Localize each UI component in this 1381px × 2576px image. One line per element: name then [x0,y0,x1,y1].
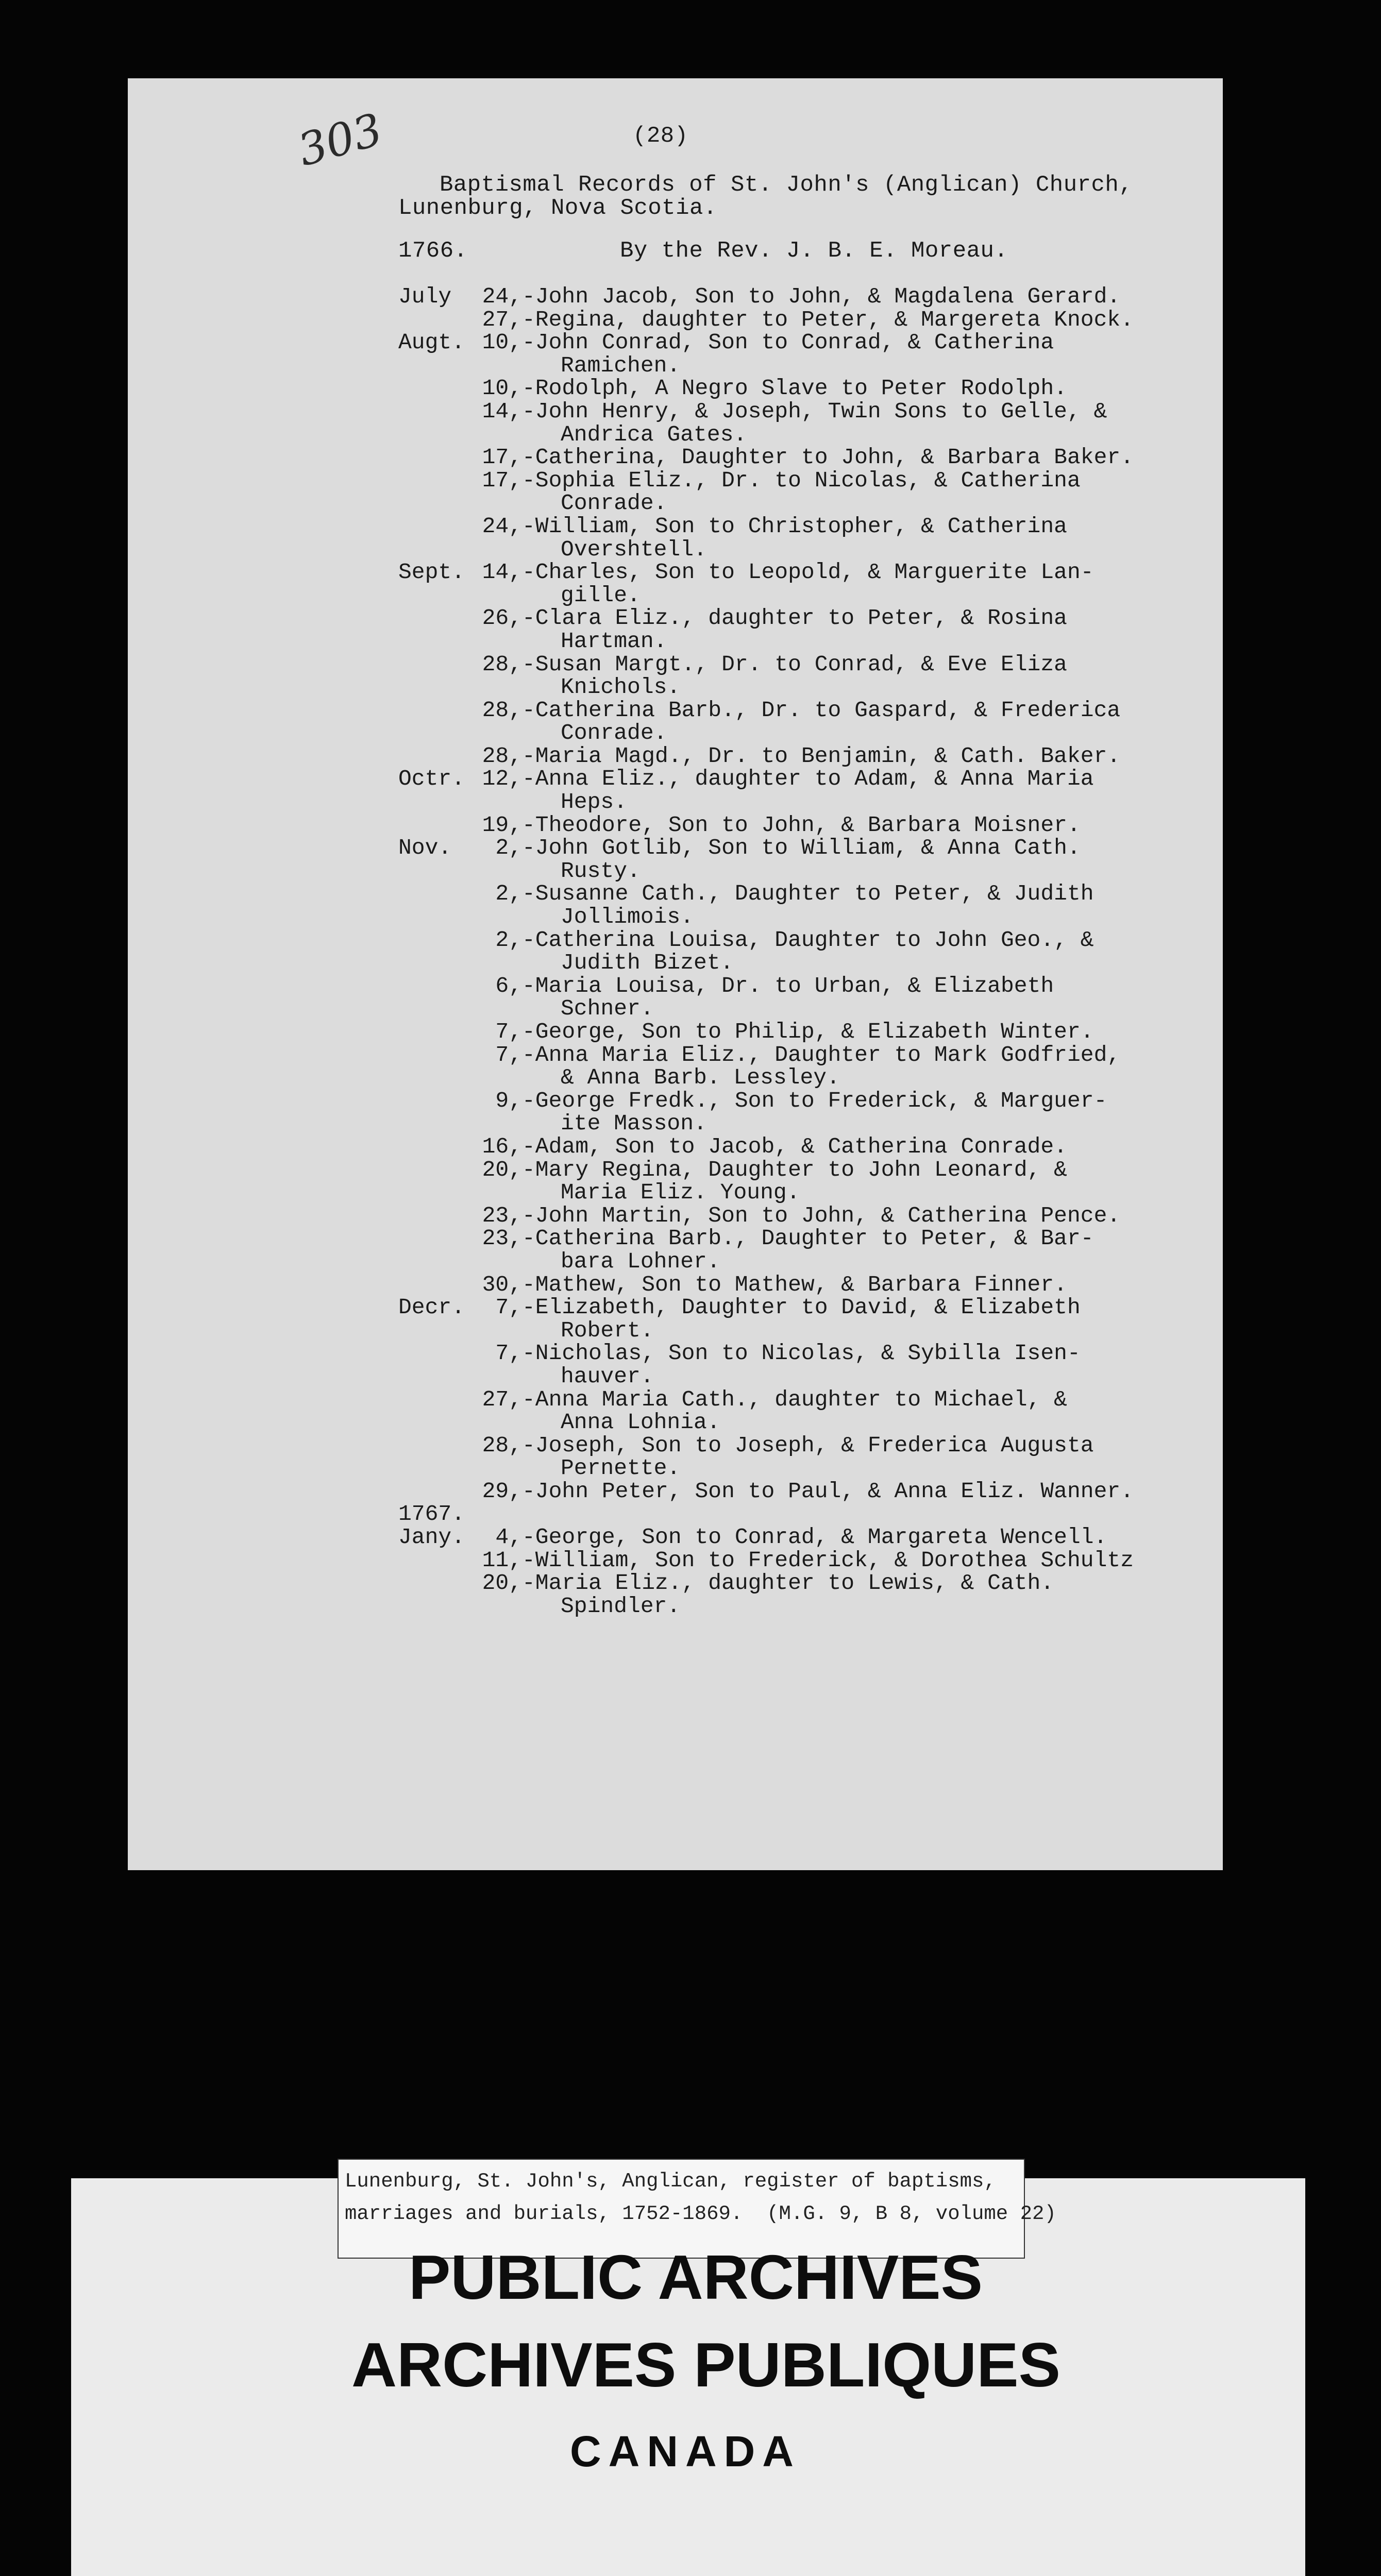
entry-text: Ramichen. [561,352,681,378]
entry-day: 19, [482,812,522,838]
entry-month [398,1480,481,1503]
entry-day: 7, [495,1295,522,1320]
list-item [398,768,1316,791]
list-item [398,1044,1316,1067]
entry-text: gille. [561,582,641,608]
entry-text: -Susanne Cath., Daughter to Peter, & Judith [522,881,1094,907]
entry-text: -Catherina, Daughter to John, & Barbara Baker. [522,445,1134,470]
entry-month: Sept. [398,560,465,585]
list-item [398,837,1316,860]
entry-day: 23, [482,1202,522,1228]
archives-english: PUBLIC ARCHIVES [409,2242,983,2312]
entry-month [398,377,481,400]
entry-text: & Anna Barb. Lessley. [561,1065,840,1091]
entry-continuation [398,492,1316,515]
entry-month [398,1342,481,1365]
list-item [398,1090,1316,1113]
list-item [398,1388,1316,1412]
entry-text: -Rodolph, A Negro Slave to Peter Rodolph. [522,376,1067,401]
entry-text: -George, Son to Philip, & Elizabeth Winter. [522,1019,1094,1044]
entry-day: 6, [495,973,522,998]
entry-text: Jollimois. [561,904,694,930]
entry-month: Nov. [398,835,452,861]
entry-month [398,1090,481,1113]
entry-text: -John Peter, Son to Paul, & Anna Eliz. Wanner. [522,1478,1134,1504]
list-item [398,975,1316,998]
entry-text: Anna Lohnia. [561,1410,720,1435]
entry-day: 12, [482,766,522,792]
list-item [398,745,1316,768]
list-item [398,814,1316,837]
entry-continuation [398,860,1316,883]
entry-text: Rusty. [561,858,641,884]
list-item [398,1274,1316,1297]
handwritten-folio-number: 303 [292,104,388,177]
entry-text: Robert. [561,1317,654,1343]
list-item [398,1227,1316,1250]
entry-continuation [398,1181,1316,1205]
entry-month [398,1021,481,1044]
entry-day: 30, [482,1272,522,1297]
entry-month [398,309,481,332]
page-number: (28) [633,123,688,149]
list-item [398,1202,1316,1228]
list-item [398,1021,1316,1044]
entry-day: 2, [495,835,522,861]
entry-day: 28, [482,697,522,723]
entry-month [398,1572,481,1595]
entry-text: Judith Bizet. [561,950,734,976]
entry-text: Conrade. [561,490,667,516]
entry-continuation [398,676,1316,699]
entry-text: -Sophia Eliz., Dr. to Nicolas, & Catherina [522,467,1081,493]
entry-text: ite Masson. [561,1111,707,1137]
entry-continuation [398,1112,1316,1136]
entry-month: Augt. [398,330,465,355]
entry-continuation [398,630,1316,653]
entry-month [398,699,481,722]
entry-text: -John Jacob, Son to John, & Magdalena Gerard. [522,284,1121,309]
entry-text: -William, Son to Frederick, & Dorothea Schultz [522,1547,1134,1573]
entry-month [398,1549,481,1572]
title-line-2: Lunenburg, Nova Scotia. [398,195,717,221]
entry-day: 7, [495,1019,522,1044]
entry-text: Andrica Gates. [561,421,747,447]
entry-text: -Elizabeth, Daughter to David, & Elizabeth [522,1295,1081,1320]
entry-text: bara Lohner. [561,1248,720,1274]
entry-day: 7, [495,1042,522,1067]
entry-day: 28, [482,1432,522,1458]
entry-month [398,446,481,469]
list-item [398,653,1316,676]
list-item [398,699,1316,722]
entry-day: 14, [482,398,522,424]
list-item [398,331,1316,354]
entry-text: -Catherina Barb., Dr. to Gaspard, & Frederica [522,697,1121,723]
list-item [398,1342,1316,1365]
entry-day: 14, [482,560,522,585]
entry-month: Decr. [398,1295,465,1320]
entry-month [398,1388,481,1412]
entry-text: Heps. [561,789,628,815]
list-item [398,561,1316,584]
list-item [398,285,1316,309]
archives-french: ARCHIVES PUBLIQUES [351,2330,1061,2400]
entry-month [398,515,481,538]
entry-month [398,1159,481,1182]
entry-continuation [398,584,1316,607]
entry-continuation [398,722,1316,745]
entry-continuation [398,1365,1316,1388]
list-item [398,469,1316,493]
year-heading [398,1503,1316,1526]
entry-continuation [398,1066,1316,1090]
entry-month [398,975,481,998]
entry-month [398,400,481,423]
archives-country: CANADA [570,2427,801,2476]
entry-text: -John Henry, & Joseph, Twin Sons to Gelle, & [522,398,1107,424]
entry-day: 27, [482,307,522,332]
entry-text: Pernette. [561,1455,681,1481]
entry-day: 28, [482,743,522,769]
entry-month: July [398,284,452,309]
entry-day: 26, [482,605,522,631]
officiant-line: By the Rev. J. B. E. Moreau. [620,238,1008,264]
entry-text: -Anna Eliz., daughter to Adam, & Anna Maria [522,766,1094,792]
entry-day: 27, [482,1386,522,1412]
entry-text: -Clara Eliz., daughter to Peter, & Rosina [522,605,1067,631]
entry-continuation [398,1595,1316,1618]
entry-month [398,1227,481,1250]
entry-text: -Charles, Son to Leopold, & Marguerite Lan- [522,560,1094,585]
entry-day: 4, [495,1524,522,1550]
entry-text: -Anna Maria Cath., daughter to Michael, & [522,1386,1067,1412]
entry-text: -Catherina Barb., Daughter to Peter, & Bar- [522,1226,1094,1251]
entry-day: 20, [482,1570,522,1596]
entry-text: Conrade. [561,720,667,746]
list-item [398,515,1316,538]
list-item [398,377,1316,400]
entry-text: -Mathew, Son to Mathew, & Barbara Finner. [522,1272,1067,1297]
entry-continuation [398,423,1316,447]
list-item [398,1526,1316,1549]
entry-text: -Regina, daughter to Peter, & Margereta Knock. [522,307,1134,332]
entry-month [398,745,481,768]
entry-text: -George Fredk., Son to Frederick, & Marguer- [522,1088,1107,1113]
entry-day: 29, [482,1478,522,1504]
list-item [398,1549,1316,1572]
entry-continuation [398,906,1316,929]
entry-day: 10, [482,376,522,401]
entry-continuation [398,1411,1316,1434]
list-item [398,1133,1316,1159]
list-item [398,446,1316,469]
record-year: 1766. [398,238,468,264]
entry-text: -Anna Maria Eliz., Daughter to Mark Godfried, [522,1042,1121,1067]
baptism-entries [398,285,1316,1618]
entry-day: 17, [482,445,522,470]
entry-text: Hartman. [561,628,667,654]
entry-continuation [398,997,1316,1021]
entry-text: -Maria Magd., Dr. to Benjamin, & Cath. Baker. [522,743,1121,769]
entry-day: 9, [495,1088,522,1113]
entry-month [398,469,481,493]
entry-year: 1767. [398,1501,465,1527]
entry-month: Jany. [398,1524,465,1550]
list-item [398,400,1316,423]
entry-text: -Maria Eliz., daughter to Lewis, & Cath. [522,1570,1054,1596]
entry-day: 16, [482,1133,522,1159]
entry-month [398,1044,481,1067]
entry-day: 7, [495,1341,522,1366]
entry-text: -Theodore, Son to John, & Barbara Moisner. [522,812,1081,838]
list-item [398,607,1316,630]
entry-text: -Adam, Son to Jacob, & Catherina Conrade. [522,1133,1067,1159]
entry-continuation [398,538,1316,562]
entry-text: -William, Son to Christopher, & Catherina [522,513,1067,539]
entry-text: -John Martin, Son to John, & Catherina Pence. [522,1202,1121,1228]
label-line-1: Lunenburg, St. John's, Anglican, register of baptisms, [345,2170,996,2193]
entry-day: 2, [495,927,522,953]
entry-day: 20, [482,1157,522,1182]
entry-text: -George, Son to Conrad, & Margareta Wencell. [522,1524,1107,1550]
entry-text: -Mary Regina, Daughter to John Leonard, & [522,1157,1067,1182]
entry-text: -Catherina Louisa, Daughter to John Geo., & [522,927,1094,953]
entry-day: 17, [482,467,522,493]
entry-text: Spindler. [561,1593,681,1619]
entry-text: -John Gotlib, Son to William, & Anna Cath. [522,835,1081,861]
entry-text: Knichols. [561,674,681,700]
document-page [128,78,1223,1870]
entry-continuation [398,1319,1316,1343]
list-item [398,883,1316,906]
entry-text: -John Conrad, Son to Conrad, & Catherina [522,330,1054,355]
entry-text: Overshtell. [561,536,707,562]
entry-month [398,1136,481,1159]
entry-continuation [398,1457,1316,1480]
entry-text: -Susan Margt., Dr. to Conrad, & Eve Eliza [522,651,1067,677]
entry-month [398,607,481,630]
entry-day: 2, [495,881,522,907]
entry-month: Octr. [398,766,465,792]
list-item [398,1434,1316,1458]
title-line-1: Baptismal Records of St. John's (Anglican) Church, [440,172,1133,198]
entry-text: -Joseph, Son to Joseph, & Frederica Augusta [522,1432,1094,1458]
list-item [398,929,1316,952]
entry-month [398,1205,481,1228]
entry-day: 10, [482,330,522,355]
entry-day: 23, [482,1226,522,1251]
list-item [398,1296,1316,1319]
entry-continuation [398,1250,1316,1274]
entry-text: -Maria Louisa, Dr. to Urban, & Elizabeth [522,973,1054,998]
entry-month [398,1274,481,1297]
entry-month [398,883,481,906]
entry-day: 28, [482,651,522,677]
entry-text: -Nicholas, Son to Nicolas, & Sybilla Isen- [522,1341,1081,1366]
entry-text: Maria Eliz. Young. [561,1180,800,1206]
entry-text: Schner. [561,996,654,1022]
entry-day: 11, [482,1547,522,1573]
list-item [398,1159,1316,1182]
entry-continuation [398,354,1316,378]
entry-continuation [398,791,1316,814]
entry-day: 24, [482,513,522,539]
label-line-2: marriages and burials, 1752-1869. (M.G. 9, B 8, volume 22) [345,2202,1056,2225]
list-item [398,1572,1316,1595]
list-item [398,1480,1316,1503]
entry-day: 24, [482,284,522,309]
entry-month [398,929,481,952]
entry-month [398,814,481,837]
entry-month [398,653,481,676]
entry-continuation [398,952,1316,975]
entry-text: hauver. [561,1363,654,1389]
list-item [398,309,1316,332]
entry-month [398,1434,481,1458]
